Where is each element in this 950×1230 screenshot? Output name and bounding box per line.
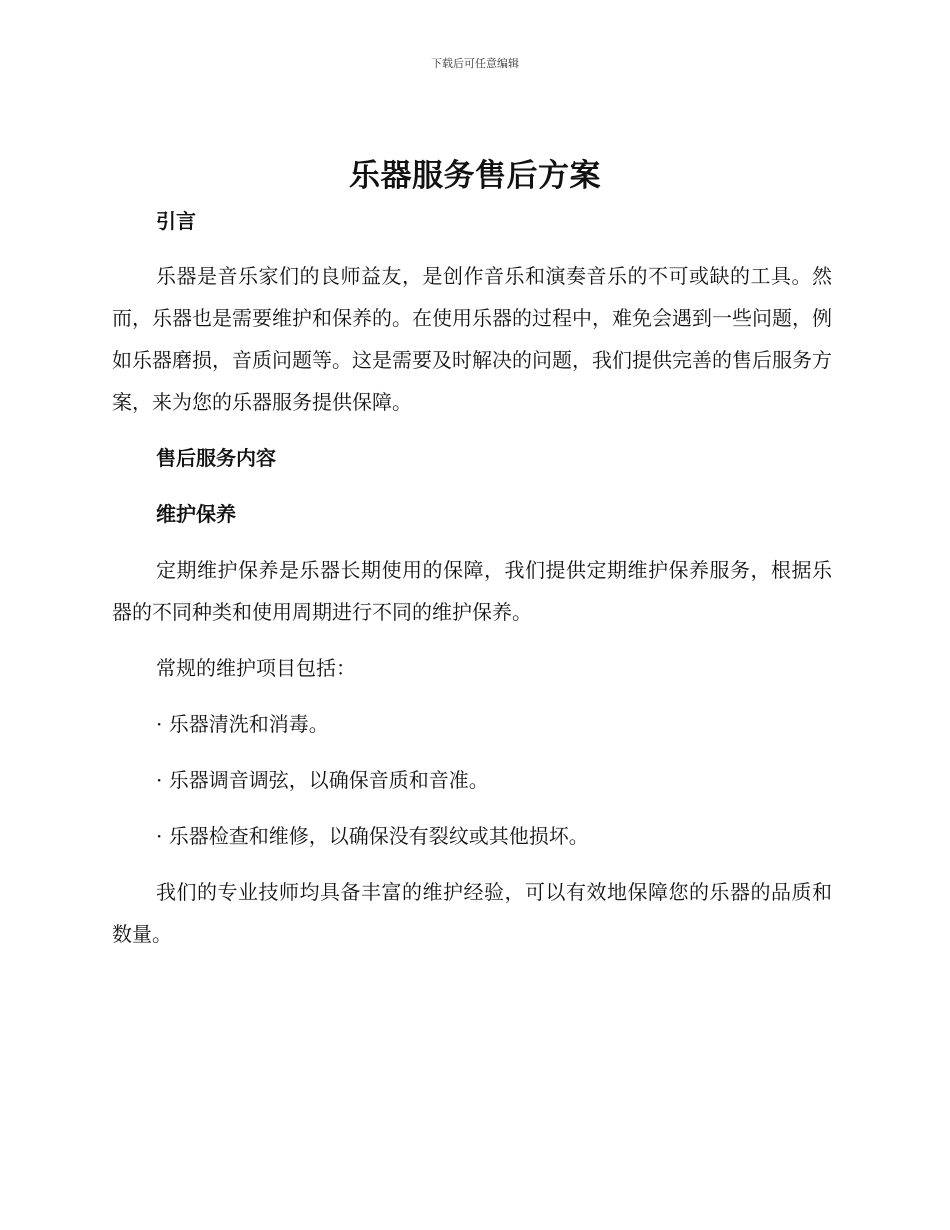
list-item: · 乐器调音调弦，以确保音质和音准。 xyxy=(156,768,489,792)
header-note: 下载后可任意编辑 xyxy=(431,57,519,70)
list-item: · 乐器检查和维修，以确保没有裂纹或其他损坏。 xyxy=(156,824,589,848)
document-body xyxy=(112,200,832,955)
service-heading: 售后服务内容 xyxy=(156,446,276,470)
maintenance-heading: 维护保养 xyxy=(156,502,236,526)
document-title: 乐器服务售后方案 xyxy=(349,158,601,194)
list-item: · 乐器清洗和消毒。 xyxy=(156,712,329,736)
items-intro: 常规的维护项目包括： xyxy=(156,656,356,680)
maintenance-paragraph: 定期维护保养是乐器长期使用的保障，我们提供定期维护保养服务，根据乐器的不同种类和使用周期进行不同的维护保养。 xyxy=(112,558,832,624)
intro-heading: 引言 xyxy=(156,209,196,233)
closing-paragraph: 我们的专业技师均具备丰富的维护经验，可以有效地保障您的乐器的品质和数量。 xyxy=(112,880,832,946)
intro-paragraph: 乐器是音乐家们的良师益友，是创作音乐和演奏音乐的不可或缺的工具。然而，乐器也是需要维护和保养的。在使用乐器的过程中，难免会遇到一些问题，例如乐器磨损，音质问题等。这是需要及时解决的问题，我们提供完善的售后服务方案，来为您的乐器服务提供保障。 xyxy=(112,264,832,414)
